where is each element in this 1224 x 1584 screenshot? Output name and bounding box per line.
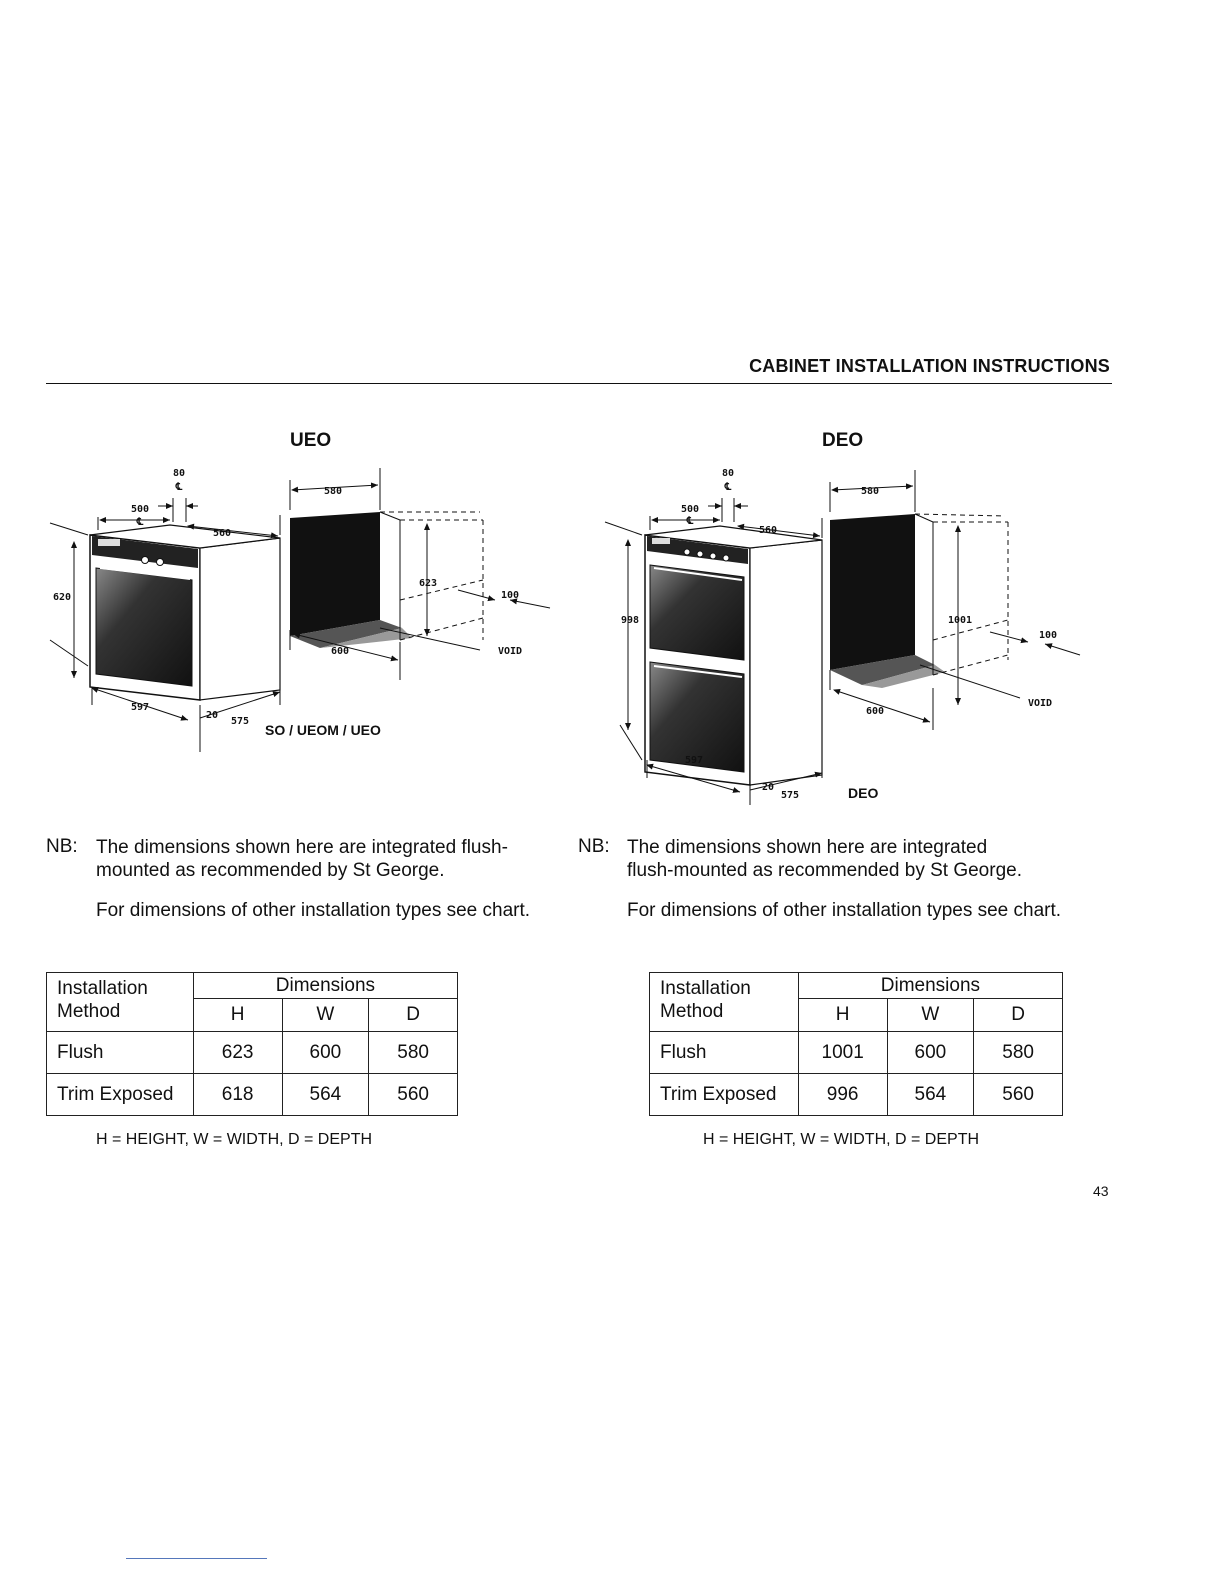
nb-line-1-right: The dimensions shown here are integrated bbox=[627, 837, 988, 858]
method-header-line-1: Installation bbox=[660, 978, 751, 999]
dim-100: 100 bbox=[1038, 630, 1058, 641]
centerline-mark-1: ℄ bbox=[686, 516, 694, 527]
cell-d: 580 bbox=[369, 1032, 458, 1074]
void-label: VOID bbox=[1027, 698, 1053, 709]
deo-diagram bbox=[600, 460, 1100, 805]
header-rule bbox=[46, 383, 1112, 384]
col-header-w: W bbox=[887, 999, 974, 1032]
dim-560: 560 bbox=[758, 525, 778, 536]
cell-d: 560 bbox=[974, 1074, 1063, 1116]
cell-w: 600 bbox=[887, 1032, 974, 1074]
dim-560: 560 bbox=[212, 528, 232, 539]
dim-80: 80 bbox=[172, 468, 186, 479]
deo-caption: DEO bbox=[848, 785, 879, 801]
dim-600: 600 bbox=[865, 706, 885, 717]
row-method: Trim Exposed bbox=[47, 1074, 194, 1116]
deo-dimensions-table bbox=[649, 972, 1063, 1116]
method-header-line-2: Method bbox=[660, 1001, 724, 1022]
cell-h: 618 bbox=[193, 1074, 282, 1116]
nb-label-left: NB: bbox=[46, 836, 78, 857]
dim-80: 80 bbox=[721, 468, 735, 479]
dimensions-header: Dimensions bbox=[193, 973, 457, 999]
dim-500: 500 bbox=[130, 504, 150, 515]
dim-100: 100 bbox=[500, 590, 520, 601]
nb-line-1-left: The dimensions shown here are integrated flush- bbox=[96, 837, 508, 858]
installation-method-header bbox=[47, 973, 194, 1032]
col-header-h: H bbox=[798, 999, 887, 1032]
double-oven-illustration bbox=[645, 526, 822, 785]
nb-label-right: NB: bbox=[578, 836, 610, 857]
cell-h: 623 bbox=[193, 1032, 282, 1074]
nb-line-2-right: flush-mounted as recommended by St George. bbox=[627, 860, 1022, 881]
centerline-mark-1: ℄ bbox=[136, 517, 144, 528]
installation-method-header bbox=[650, 973, 799, 1032]
dim-597: 597 bbox=[684, 755, 704, 766]
cabinet-cutout-illustration bbox=[830, 514, 1008, 688]
ueo-title: UEO bbox=[290, 430, 332, 451]
dim-580: 580 bbox=[860, 486, 880, 497]
dim-1001: 1001 bbox=[947, 615, 973, 626]
dim-20: 20 bbox=[761, 782, 775, 793]
row-method: Flush bbox=[47, 1032, 194, 1074]
cell-w: 564 bbox=[282, 1074, 369, 1116]
page-number: 43 bbox=[1093, 1183, 1109, 1199]
nb-line-2-left: mounted as recommended by St George. bbox=[96, 860, 445, 881]
cell-d: 580 bbox=[974, 1032, 1063, 1074]
ueo-caption: SO / UEOM / UEO bbox=[265, 722, 381, 738]
page-header-title: CABINET INSTALLATION INSTRUCTIONS bbox=[749, 356, 1110, 376]
col-header-d: D bbox=[369, 999, 458, 1032]
deo-title: DEO bbox=[822, 430, 864, 451]
cell-w: 564 bbox=[887, 1074, 974, 1116]
table-row bbox=[47, 1032, 458, 1074]
dim-500: 500 bbox=[680, 504, 700, 515]
chart-note-left: For dimensions of other installation types see chart. bbox=[96, 900, 531, 921]
method-header-line-2: Method bbox=[57, 1001, 121, 1022]
col-header-w: W bbox=[282, 999, 369, 1032]
cell-h: 996 bbox=[798, 1074, 887, 1116]
dim-20: 20 bbox=[205, 710, 219, 721]
chart-note-right: For dimensions of other installation types see chart. bbox=[627, 900, 1062, 921]
dim-623: 623 bbox=[418, 578, 438, 589]
void-label: VOID bbox=[497, 646, 523, 657]
dim-575: 575 bbox=[780, 790, 800, 801]
cell-d: 560 bbox=[369, 1074, 458, 1116]
row-method: Trim Exposed bbox=[650, 1074, 799, 1116]
cabinet-cutout-illustration bbox=[290, 512, 483, 648]
legend-right: H = HEIGHT, W = WIDTH, D = DEPTH bbox=[703, 1131, 980, 1148]
dim-597: 597 bbox=[130, 702, 150, 713]
centerline-mark-2: ℄ bbox=[724, 482, 732, 493]
dim-998: 998 bbox=[620, 615, 640, 626]
single-oven-illustration bbox=[90, 525, 280, 700]
cell-h: 1001 bbox=[798, 1032, 887, 1074]
cell-w: 600 bbox=[282, 1032, 369, 1074]
dim-600: 600 bbox=[330, 646, 350, 657]
dim-575: 575 bbox=[230, 716, 250, 727]
col-header-h: H bbox=[193, 999, 282, 1032]
table-row bbox=[650, 1074, 1063, 1116]
table-row bbox=[47, 1074, 458, 1116]
table-row bbox=[650, 1032, 1063, 1074]
ueo-diagram bbox=[40, 460, 580, 760]
dimensions-header: Dimensions bbox=[798, 973, 1062, 999]
row-method: Flush bbox=[650, 1032, 799, 1074]
centerline-mark-2: ℄ bbox=[175, 482, 183, 493]
dim-620: 620 bbox=[52, 592, 72, 603]
dim-580: 580 bbox=[323, 486, 343, 497]
legend-left: H = HEIGHT, W = WIDTH, D = DEPTH bbox=[96, 1131, 373, 1148]
ueo-dimensions-table bbox=[46, 972, 458, 1116]
footer-rule bbox=[126, 1558, 267, 1559]
col-header-d: D bbox=[974, 999, 1063, 1032]
method-header-line-1: Installation bbox=[57, 978, 148, 999]
